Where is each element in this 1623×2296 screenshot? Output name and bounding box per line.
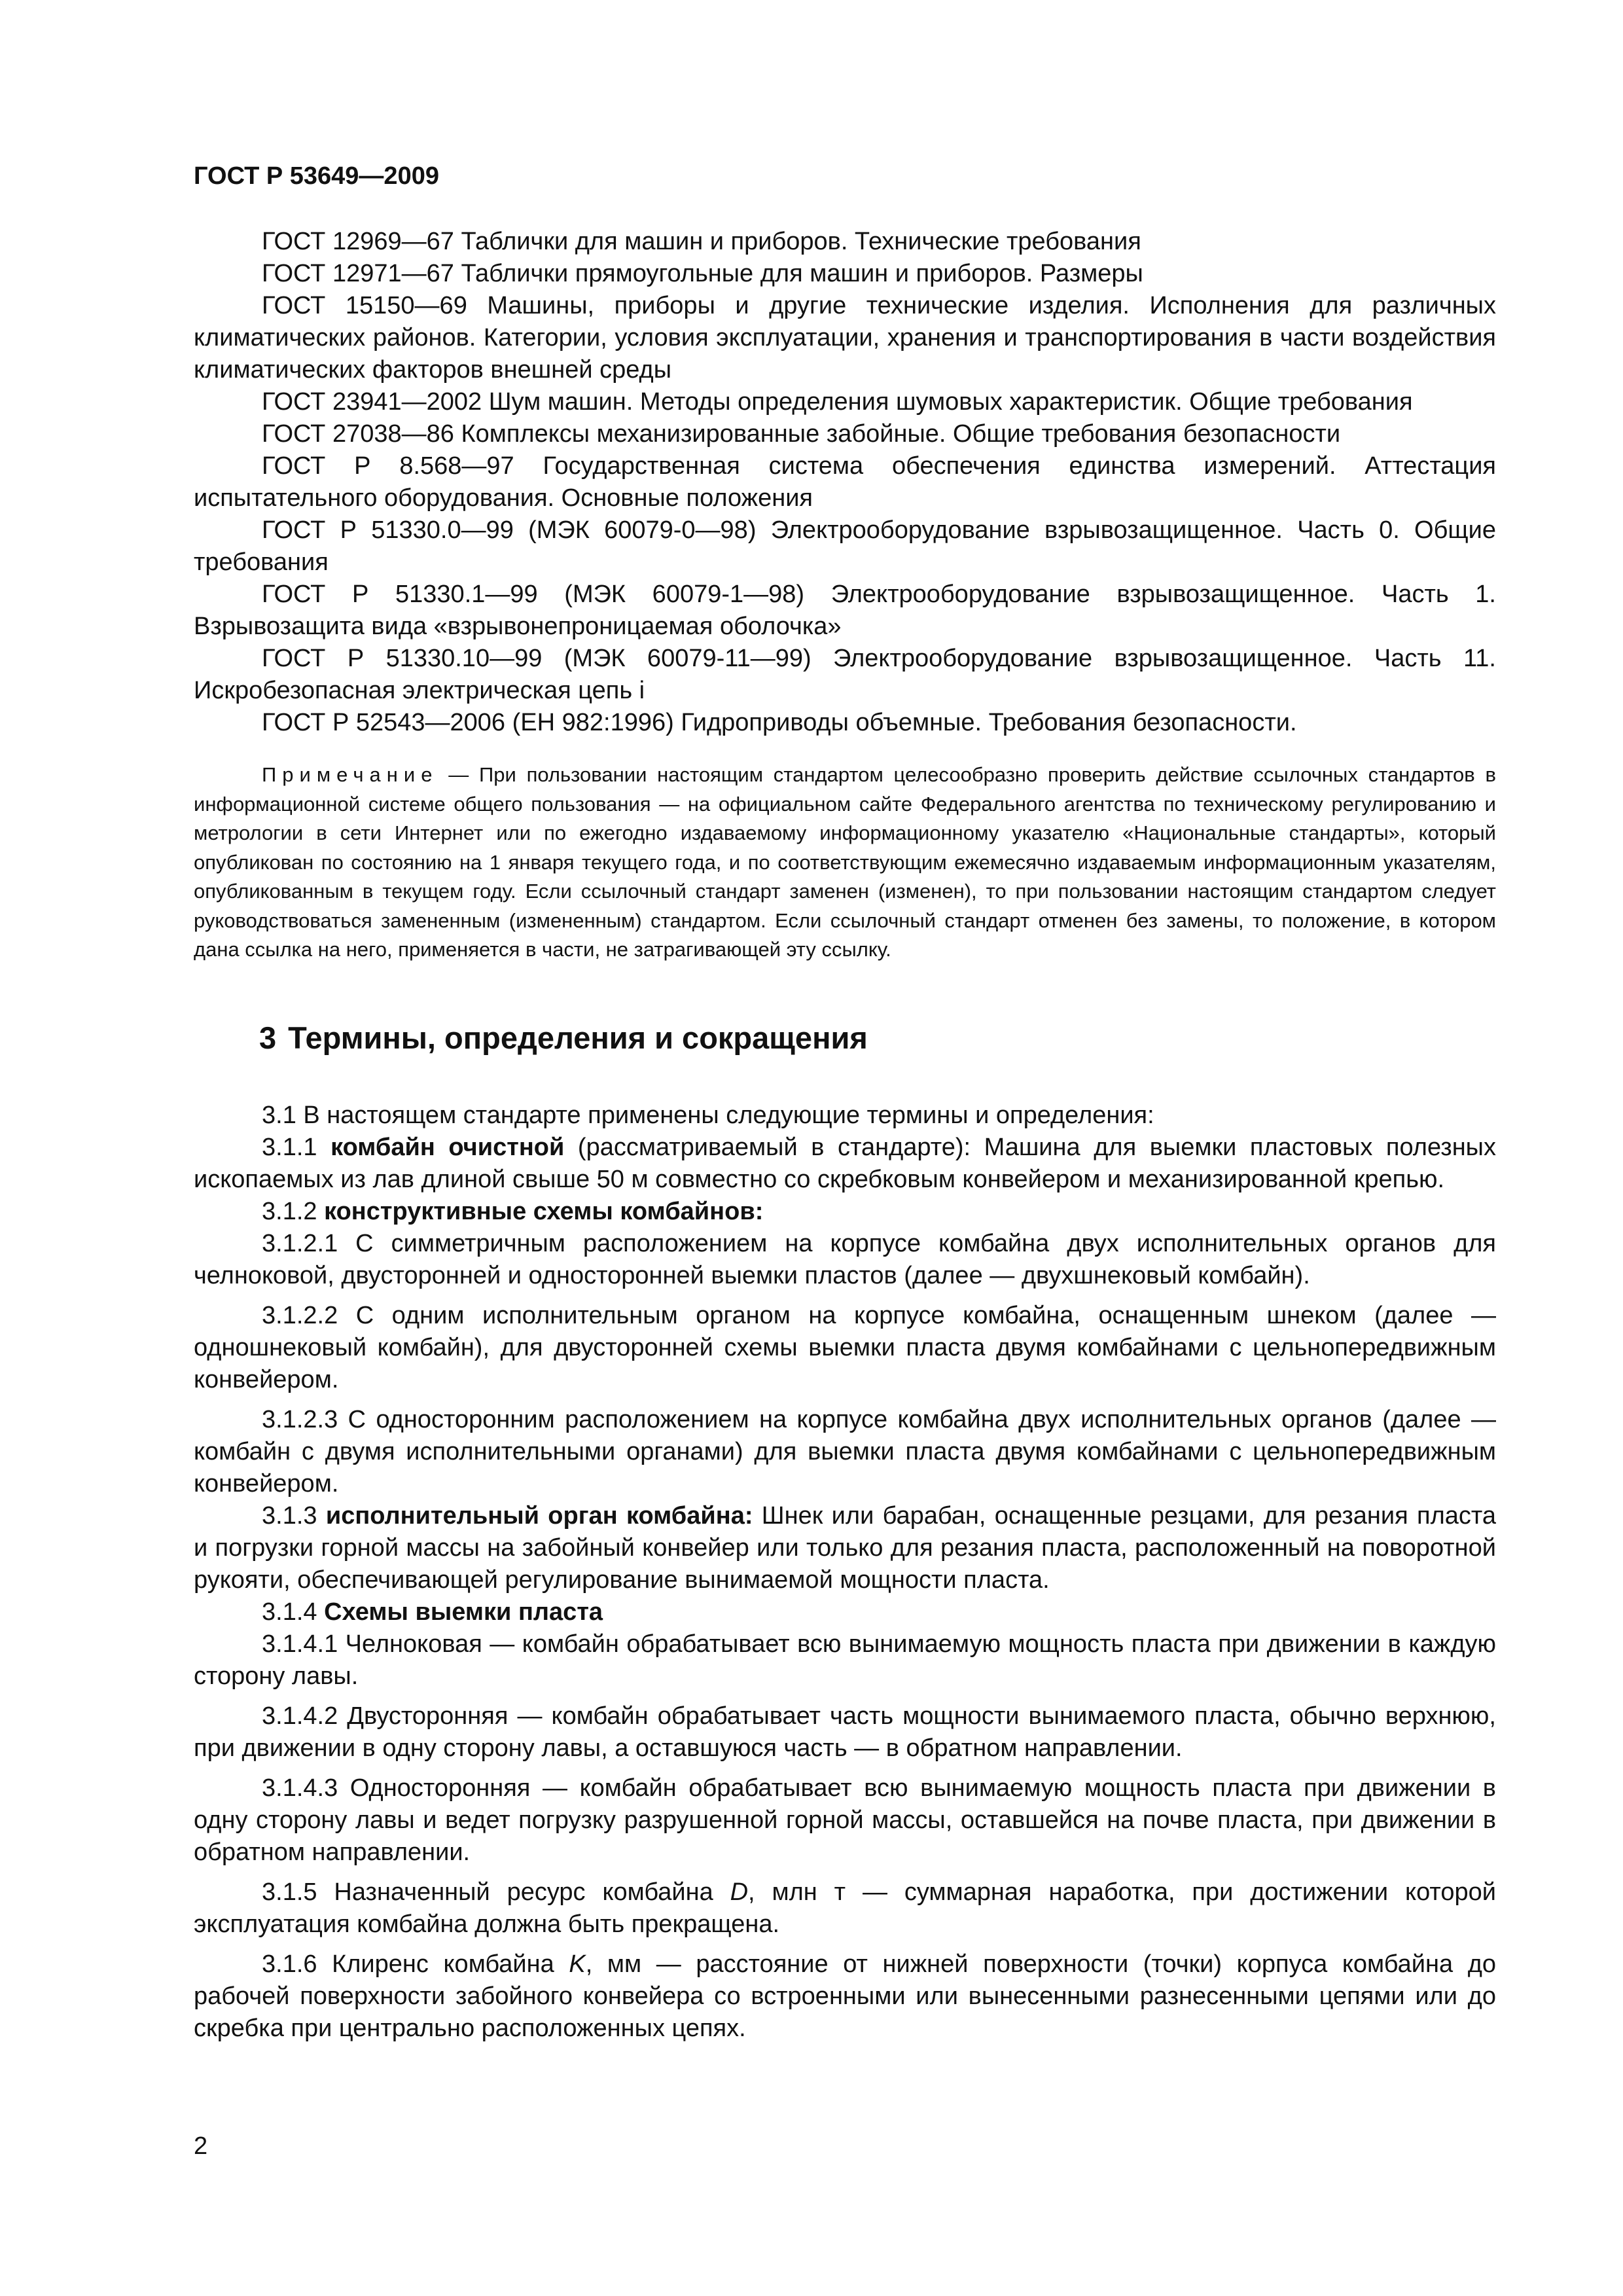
page-number: 2 [194, 2132, 208, 2160]
clause-text: , мм — расстояние от нижней поверхности (точки) корпуса комбайна до рабочей поверхности забойного конвейера со встроенными или вынесенными разнесенными цепями или до скребка при центрально расположенных цепях. [194, 1950, 1496, 2042]
clause-number: 3.1.2 [262, 1197, 325, 1225]
symbol: D [730, 1878, 749, 1906]
clause-3-1: 3.1 В настоящем стандарте применены следующие термины и определения: [262, 1101, 1154, 1129]
document-header: ГОСТ Р 53649—2009 [194, 162, 439, 190]
section-number: 3 [259, 1020, 277, 1055]
term: комбайн очистной [330, 1133, 565, 1161]
clause-number: 3.1.3 [262, 1501, 326, 1530]
clause-3-1-2 [194, 1196, 1496, 1228]
reference-item: ГОСТ Р 51330.10—99 (МЭК 60079-11—99) Электрооборудование взрывозащищенное. Часть 11. Искробезопасная электрическая цепь i [194, 645, 1496, 704]
clause-text: 3.1.5 Назначенный ресурс комбайна [262, 1878, 730, 1906]
reference-item: ГОСТ 23941—2002 Шум машин. Методы определения шумовых характеристик. Общие требования [262, 388, 1413, 416]
reference-item: ГОСТ 12969—67 Таблички для машин и приборов. Технические требования [262, 228, 1141, 255]
clause-3-1-1 [194, 1132, 1496, 1196]
clause-3-1-3 [194, 1500, 1496, 1596]
reference-item: ГОСТ 12971—67 Таблички прямоугольные для машин и приборов. Размеры [262, 260, 1143, 287]
clause-3-1-4 [194, 1596, 1496, 1628]
term: исполнительный орган комбайна: [325, 1501, 753, 1530]
clause-3-1-4-3: 3.1.4.3 Односторонняя — комбайн обрабатывает всю вынимаемую мощность пласта при движении в одну сторону лавы и ведет погрузку разрушенной горной массы, оставшейся на почве пласта, при движении в обратном направлении. [194, 1774, 1496, 1866]
clause-3-1-2-1: 3.1.2.1 С симметричным расположением на корпусе комбайна двух исполнительных органов для челноковой, двусторонней и односторонней выемки пластов (далее — двухшнековый комбайн). [194, 1229, 1496, 1289]
term: конструктивные схемы комбайнов: [324, 1197, 764, 1225]
reference-item: ГОСТ Р 51330.0—99 (МЭК 60079-0—98) Электрооборудование взрывозащищенное. Часть 0. Общие требования [194, 516, 1496, 576]
normative-references-list [194, 226, 1496, 739]
reference-item: ГОСТ Р 51330.1—99 (МЭК 60079-1—98) Электрооборудование взрывозащищенное. Часть 1. Взрывозащита вида «взрывонепроницаемая оболочка» [194, 581, 1496, 640]
section-heading [259, 1020, 1496, 1056]
definition-text: Шнек или барабан, оснащенные резцами, для резания пласта и погрузки горной массы на забойный конвейер или только для резания пласта, расположенный на поворотной рукояти, обеспечивающей регулирование вынимаемой мощности пласта. [194, 1501, 1496, 1594]
clause-number: 3.1.4 [262, 1598, 325, 1626]
note-paragraph [194, 761, 1496, 965]
clause-3-1-4-2: 3.1.4.2 Двусторонняя — комбайн обрабатывает часть мощности вынимаемого пласта, обычно верхнюю, при движении в одну сторону лавы, а оставшуюся часть — в обратном направлении. [194, 1702, 1496, 1762]
note-text: — При пользовании настоящим стандартом целесообразно проверить действие ссылочных стандартов в информационной системе общего пользования — на официальном сайте Федерального агентства по техническому регулированию и метрологии в сети Интернет или по ежегодно издаваемому информационному указателю «Национальные стандарты», который опубликован по состоянию на 1 января текущего года, и по соответствующим ежемесячно издаваемым информационным указателям, опубликованным в текущем году. Если ссылочный стандарт заменен (изменен), то при пользовании настоящим стандартом следует руководствоваться замененным (измененным) стандартом. Если ссылочный стандарт отменен без замены, то положение, в котором дана ссылка на него, применяется в части, не затрагивающей эту ссылку. [194, 763, 1496, 961]
definition-text: (рассматриваемый в стандарте): Машина для выемки пластовых полезных ископаемых из лав длиной свыше 50 м совместно со скребковым конвейером и механизированной крепью. [194, 1133, 1496, 1193]
symbol: K [569, 1950, 586, 1978]
clause-3-1-2-2: 3.1.2.2 С одним исполнительным органом на корпусе комбайна, оснащенным шнеком (далее — одношнековый комбайн), для двусторонней схемы выемки пласта двумя комбайнами с цельнопередвижным конвейером. [194, 1301, 1496, 1393]
reference-item: ГОСТ Р 52543—2006 (ЕН 982:1996) Гидроприводы объемные. Требования безопасности. [262, 709, 1297, 736]
clause-3-1-2-3: 3.1.2.3 С односторонним расположением на корпусе комбайна двух исполнительных органов (далее — комбайн с двумя исполнительными органами) для выемки пласта двумя комбайнами с цельнопередвижным конвейером. [194, 1405, 1496, 1498]
clause-text: 3.1.6 Клиренс комбайна [262, 1950, 569, 1978]
clause-3-1-4-1: 3.1.4.1 Челноковая — комбайн обрабатывает всю вынимаемую мощность пласта при движении в каждую сторону лавы. [194, 1630, 1496, 1690]
clause-3-1-5 [194, 1876, 1496, 1941]
note-label: Примечание [262, 763, 438, 786]
clause-number: 3.1.1 [262, 1133, 331, 1161]
page-content [194, 226, 1496, 2045]
term: Схемы выемки пласта [324, 1598, 603, 1626]
reference-item: ГОСТ Р 8.568—97 Государственная система обеспечения единства измерений. Аттестация испытательного оборудования. Основные положения [194, 452, 1496, 512]
reference-item: ГОСТ 27038—86 Комплексы механизированные забойные. Общие требования безопасности [262, 420, 1341, 448]
section-title: Термины, определения и сокращения [288, 1020, 868, 1055]
reference-item: ГОСТ 15150—69 Машины, приборы и другие технические изделия. Исполнения для различных климатических районов. Категории, условия эксплуатации, хранения и транспортирования в части воздействия климатических факторов внешней среды [194, 292, 1496, 384]
clause-3-1-6 [194, 1948, 1496, 2045]
clause-text: , млн т — суммарная наработка, при достижении которой эксплуатация комбайна должна быть прекращена. [194, 1878, 1496, 1938]
